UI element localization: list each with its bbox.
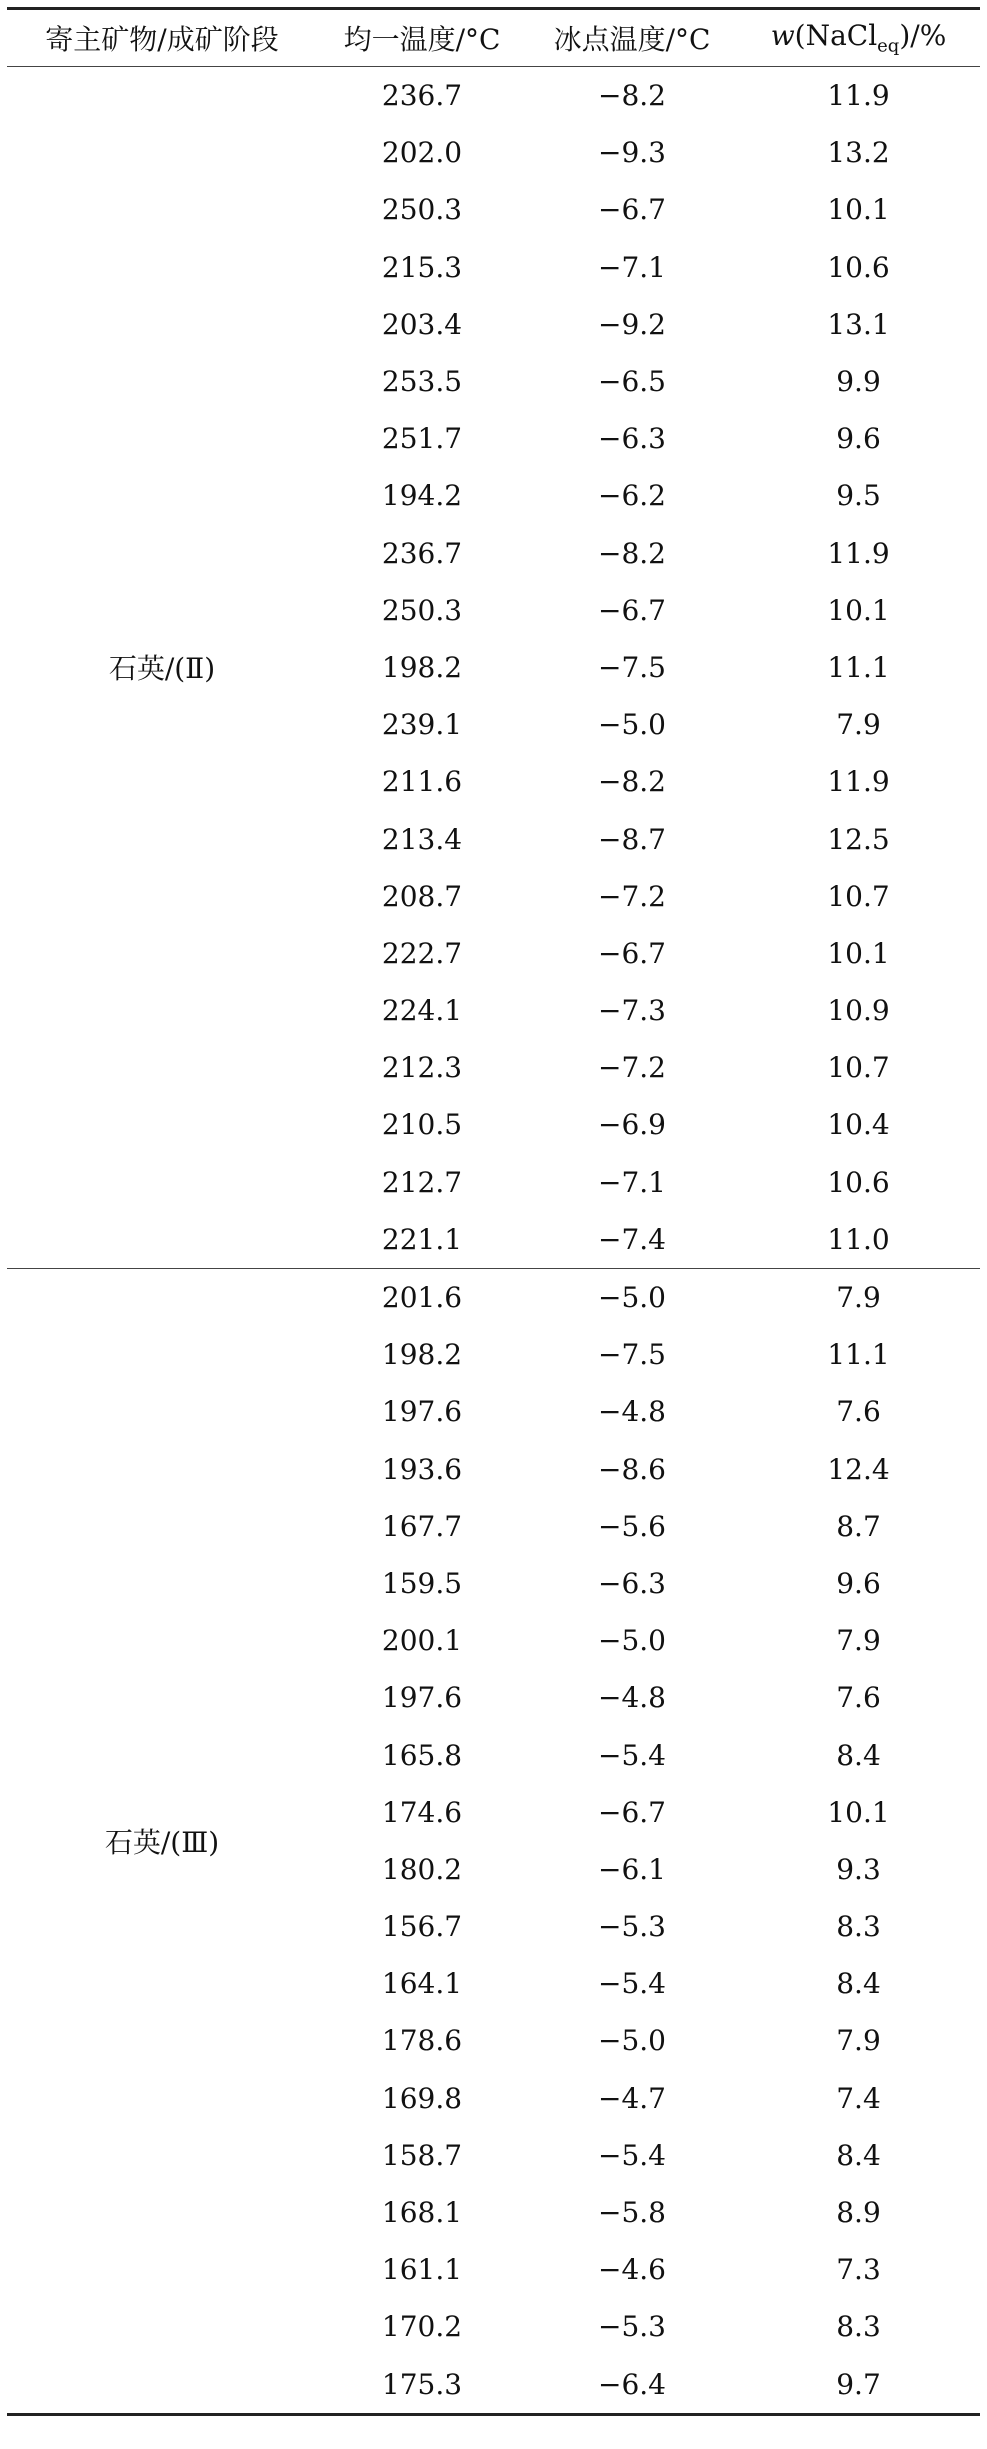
cell-salinity: 8.3 [836,1910,881,1944]
table-row [317,1669,980,1726]
table-row [317,1154,980,1211]
cell-homogenization-temp: 212.3 [381,1051,463,1085]
cell-salinity: 13.1 [827,307,890,341]
cell-salinity: 11.1 [827,650,890,684]
cell-homogenization-temp: 198.2 [381,650,463,684]
cell-salinity: 10.9 [827,994,890,1028]
table-row [317,1326,980,1383]
cell-homogenization-temp: 236.7 [381,536,463,570]
table-row [317,810,980,867]
cell-freezing-temp: −7.3 [598,994,666,1028]
cell-freezing-temp: −7.2 [598,1051,666,1085]
table-row [317,2012,980,2069]
cell-salinity: 7.3 [836,2253,881,2287]
table-row [317,1096,980,1153]
header-salinity [737,19,980,57]
cell-salinity: 10.1 [827,593,890,627]
table-row [317,1211,980,1268]
table-row [317,868,980,925]
table-row [317,67,980,124]
cell-freezing-temp: −6.5 [598,365,666,399]
table-row [317,2241,980,2298]
table-row [317,1726,980,1783]
cell-salinity: 7.9 [836,708,881,742]
cell-freezing-temp: −6.4 [598,2367,666,2401]
table-row [317,1269,980,1326]
table-header [7,10,980,67]
cell-freezing-temp: −7.1 [598,250,666,284]
cell-homogenization-temp: 224.1 [381,994,463,1028]
cell-homogenization-temp: 193.6 [381,1452,463,1486]
cell-freezing-temp: −6.9 [598,1108,666,1142]
table-row [317,639,980,696]
cell-homogenization-temp: 194.2 [381,479,463,513]
group-rows [317,1269,980,2413]
table-group [7,1268,980,2413]
cell-homogenization-temp: 201.6 [381,1281,463,1315]
table-row [317,525,980,582]
header-freezing-temp: 冰点温度/°C [553,23,711,56]
cell-freezing-temp: −5.8 [598,2196,666,2230]
table-row [317,353,980,410]
cell-salinity: 11.1 [827,1338,890,1372]
table-row [317,1612,980,1669]
cell-homogenization-temp: 158.7 [381,2138,463,2172]
cell-freezing-temp: −6.7 [598,193,666,227]
cell-homogenization-temp: 170.2 [381,2310,463,2344]
cell-homogenization-temp: 208.7 [381,879,463,913]
cell-homogenization-temp: 169.8 [381,2081,463,2115]
cell-homogenization-temp: 222.7 [381,936,463,970]
cell-salinity: 7.6 [836,1681,881,1715]
cell-salinity: 8.9 [836,2196,881,2230]
cell-freezing-temp: −5.4 [598,1738,666,1772]
cell-homogenization-temp: 200.1 [381,1624,463,1658]
cell-salinity: 10.4 [827,1108,890,1142]
cell-freezing-temp: −6.3 [598,1566,666,1600]
table-row [317,1039,980,1096]
cell-homogenization-temp: 165.8 [381,1738,463,1772]
table-row [317,1955,980,2012]
cell-homogenization-temp: 251.7 [381,422,463,456]
cell-salinity: 13.2 [827,136,890,170]
table-row [317,239,980,296]
cell-freezing-temp: −8.6 [598,1452,666,1486]
cell-homogenization-temp: 198.2 [381,1338,463,1372]
cell-salinity: 7.6 [836,1395,881,1429]
cell-freezing-temp: −6.1 [598,1852,666,1886]
cell-salinity: 10.7 [827,879,890,913]
cell-salinity: 10.1 [827,193,890,227]
cell-freezing-temp: −6.7 [598,593,666,627]
cell-homogenization-temp: 250.3 [381,193,463,227]
cell-homogenization-temp: 197.6 [381,1395,463,1429]
cell-salinity: 8.4 [836,1967,881,2001]
cell-freezing-temp: −8.2 [598,536,666,570]
cell-freezing-temp: −7.5 [598,650,666,684]
cell-salinity: 11.0 [827,1222,890,1256]
header-salinity-prefix: (NaCl [794,19,878,53]
cell-salinity: 7.9 [836,2024,881,2058]
cell-homogenization-temp: 210.5 [381,1108,463,1142]
cell-homogenization-temp: 156.7 [381,1910,463,1944]
table-row [317,296,980,353]
table-body [7,67,980,2413]
cell-freezing-temp: −7.4 [598,1222,666,1256]
cell-freezing-temp: −5.3 [598,2310,666,2344]
cell-homogenization-temp: 212.7 [381,1165,463,1199]
cell-homogenization-temp: 215.3 [381,250,463,284]
cell-homogenization-temp: 202.0 [381,136,463,170]
cell-homogenization-temp: 174.6 [381,1795,463,1829]
group-rows [317,67,980,1268]
cell-salinity: 10.1 [827,1795,890,1829]
cell-freezing-temp: −4.8 [598,1395,666,1429]
table-row [317,1555,980,1612]
header-host-stage: 寄主矿物/成矿阶段 [45,23,279,56]
cell-salinity: 12.5 [827,822,890,856]
cell-salinity: 10.6 [827,250,890,284]
cell-freezing-temp: −4.8 [598,1681,666,1715]
cell-freezing-temp: −7.2 [598,879,666,913]
table-row [317,410,980,467]
table-group [7,67,980,1268]
cell-freezing-temp: −8.7 [598,822,666,856]
table-row [317,2356,980,2413]
cell-freezing-temp: −6.7 [598,936,666,970]
table-row [317,1383,980,1440]
header-salinity-suffix: )/% [899,19,947,53]
cell-freezing-temp: −6.3 [598,422,666,456]
cell-freezing-temp: −7.1 [598,1165,666,1199]
cell-salinity: 11.9 [827,79,890,113]
cell-homogenization-temp: 213.4 [381,822,463,856]
cell-freezing-temp: −5.0 [598,1281,666,1315]
cell-freezing-temp: −6.2 [598,479,666,513]
table-row [317,982,980,1039]
cell-freezing-temp: −4.7 [598,2081,666,2115]
table-row [317,1898,980,1955]
cell-salinity: 11.9 [827,536,890,570]
cell-freezing-temp: −6.7 [598,1795,666,1829]
cell-homogenization-temp: 197.6 [381,1681,463,1715]
cell-salinity: 9.7 [836,2367,881,2401]
cell-freezing-temp: −4.6 [598,2253,666,2287]
cell-freezing-temp: −5.4 [598,1967,666,2001]
cell-salinity: 12.4 [827,1452,890,1486]
cell-homogenization-temp: 167.7 [381,1509,463,1543]
cell-freezing-temp: −5.3 [598,1910,666,1944]
table-row [317,181,980,238]
cell-salinity: 8.7 [836,1509,881,1543]
table-row [317,2184,980,2241]
cell-freezing-temp: −5.4 [598,2138,666,2172]
table-row [317,2127,980,2184]
cell-homogenization-temp: 221.1 [381,1222,463,1256]
table-row [317,582,980,639]
cell-freezing-temp: −5.0 [598,708,666,742]
table-row [317,2070,980,2127]
cell-salinity: 9.6 [836,1566,881,1600]
table-row [317,1841,980,1898]
cell-salinity: 9.9 [836,365,881,399]
header-salinity-w: w [770,19,795,53]
cell-homogenization-temp: 236.7 [381,79,463,113]
cell-salinity: 8.3 [836,2310,881,2344]
cell-homogenization-temp: 180.2 [381,1852,463,1886]
cell-salinity: 7.9 [836,1281,881,1315]
cell-salinity: 9.5 [836,479,881,513]
table-row [317,696,980,753]
cell-salinity: 8.4 [836,2138,881,2172]
cell-homogenization-temp: 159.5 [381,1566,463,1600]
cell-freezing-temp: −5.6 [598,1509,666,1543]
cell-freezing-temp: −9.2 [598,307,666,341]
cell-salinity: 10.6 [827,1165,890,1199]
cell-freezing-temp: −8.2 [598,79,666,113]
cell-salinity: 11.9 [827,765,890,799]
header-salinity-sub: eq [877,35,900,57]
cell-salinity: 8.4 [836,1738,881,1772]
cell-freezing-temp: −9.3 [598,136,666,170]
header-homogenization-temp: 均一温度/°C [343,23,501,56]
table-row [317,1784,980,1841]
table-row [317,753,980,810]
cell-freezing-temp: −7.5 [598,1338,666,1372]
cell-salinity: 7.4 [836,2081,881,2115]
table-row [317,2298,980,2355]
cell-homogenization-temp: 239.1 [381,708,463,742]
group-label: 石英/(Ⅲ) [104,1825,220,1859]
table-row [317,1498,980,1555]
cell-salinity: 10.1 [827,936,890,970]
cell-salinity: 9.3 [836,1852,881,1886]
cell-salinity: 9.6 [836,422,881,456]
fluid-inclusion-table [7,7,980,2416]
cell-homogenization-temp: 178.6 [381,2024,463,2058]
cell-homogenization-temp: 168.1 [381,2196,463,2230]
cell-homogenization-temp: 211.6 [381,765,463,799]
cell-homogenization-temp: 175.3 [381,2367,463,2401]
table-row [317,925,980,982]
cell-homogenization-temp: 253.5 [381,365,463,399]
cell-homogenization-temp: 250.3 [381,593,463,627]
table-row [317,1441,980,1498]
cell-salinity: 7.9 [836,1624,881,1658]
cell-homogenization-temp: 164.1 [381,1967,463,2001]
cell-homogenization-temp: 203.4 [381,307,463,341]
table-row [317,467,980,524]
cell-freezing-temp: −8.2 [598,765,666,799]
table-row [317,124,980,181]
group-label: 石英/(Ⅱ) [108,652,216,686]
cell-freezing-temp: −5.0 [598,2024,666,2058]
cell-salinity: 10.7 [827,1051,890,1085]
cell-homogenization-temp: 161.1 [381,2253,463,2287]
cell-freezing-temp: −5.0 [598,1624,666,1658]
